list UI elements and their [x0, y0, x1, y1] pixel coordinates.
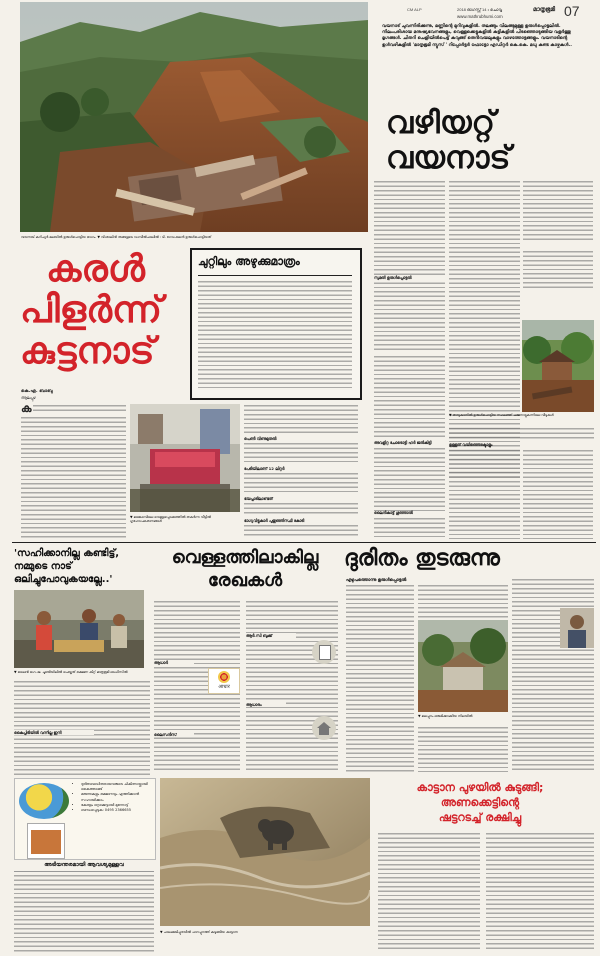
document-icon-sheet	[319, 645, 331, 660]
wayanad-body-col2b	[449, 427, 594, 441]
house-deed-icon-body	[319, 728, 329, 735]
kuttanad-headline	[20, 248, 190, 371]
kuttanad-house-photo	[130, 404, 240, 512]
box-title-rule	[198, 275, 352, 276]
issue-date: 2018 ഓഗസ്റ്റ് 14 • ചൊവ്വ	[457, 7, 502, 12]
vellathil-headline	[152, 546, 338, 592]
kuttanad-body-col3c	[244, 472, 358, 494]
kuttanad-headline-line3: കുട്ടനാട്	[20, 329, 155, 372]
wayanad-intro: വയനാട് ചുവന്നിരിക്കുന്നു, മണ്ണിന്റെ മുറിവുകളിൽ. തലങ്ങും വിലങ്ങുമുള്ള ഉരുൾപ്പൊട്ടലിൽ. നിലംപരിശായ മനുഷ്യഭവനങ്ങളും, വെള്ളക്കെട്ടുകളിൽ കുട്ടികളിൽ പിടഞ്ഞൊടുങ്ങിയ വളർത്തു മൃഗങ്ങൾ. ചിതറി ചെളിയിൽപെട്ട് കവുങ്ങ് തെൻവയലുകളും വാഴത്തോട്ടങ്ങളും. വയനാടിന്റെ ഉൾവഴികളിൽ 'മാതൃഭൂമി ന്യൂസ് ' റിപ്പോർട്ടർ ഫോട്ടോ എഡിറ്റർ കെ.കെ. മധു കണ്ട കാഴ്ചകൾ..	[382, 24, 572, 48]
wayanad-body-col1c	[374, 447, 445, 512]
kuttanad-body-col3	[244, 404, 358, 434]
vellathil-subhead3: ആർ.സി ബുക്ക്	[246, 633, 296, 638]
kattana-headline-line3: ഷട്ടറടച്ച് രക്ഷിച്ചു	[438, 811, 522, 824]
durithan-small-photo	[560, 608, 594, 648]
elephant-river-photo	[160, 778, 370, 926]
durithan-photo	[418, 620, 508, 712]
section-divider	[12, 542, 596, 543]
durithan-subhead: എഴുപത്തൊന്നു ഉരുൾപ്പൊട്ടൽ	[346, 578, 407, 583]
ad-magazine-cover	[31, 830, 61, 854]
wayanad-village-photo	[522, 320, 594, 412]
wayanad-body-col1b	[374, 355, 445, 440]
kattana-body-col1	[378, 832, 480, 952]
durithan-body-col1	[346, 584, 414, 772]
ad-logo-graphic	[19, 783, 69, 819]
house-deed-icon	[312, 716, 336, 740]
kuttanad-body-col1b	[21, 416, 126, 538]
house-interior-image	[130, 404, 240, 512]
cm-label: CM ALP	[407, 7, 422, 12]
aadhaar-logo-text: आधार	[218, 684, 230, 690]
kattana-body-col2	[486, 832, 594, 952]
wayanad-subhead1: സുമതി ഉരുൾപ്പൊട്ടൽ	[374, 275, 445, 280]
vellathil-subhead4: ആധാരം	[246, 702, 286, 707]
ad-footer-title: അടിയന്തരമായി ആവശ്യമുള്ളവ	[14, 862, 154, 872]
landslide-house-image	[418, 620, 508, 712]
sahikkanilla-headline: 'സഹിക്കാനില്ല കണ്ടിട്ട്, നമ്മുടെ നാട് ഒലിച്ചുപോവുകയല്ലേ..'	[14, 548, 120, 585]
sahikkanilla-photo-caption: ▼ ലൈൻ ഗെ.ഷ. ചൂണ്ടിയിലിൽ ചെയ്തത് ഭക്ഷണ കിറ്റ് മാതൃഭൂമി ഓഫീസിൽ	[14, 670, 128, 674]
kattana-headline-line1: കാട്ടാന പുഴയിൽ കുടുങ്ങി;	[416, 781, 544, 794]
kuttanad-headline-line1: കരൾ	[46, 247, 145, 290]
vellathil-headline-line1: വെള്ളത്തിലാകില്ല	[171, 547, 319, 568]
aadhaar-sun-icon	[218, 671, 230, 683]
kuttanad-dropcap: ക	[21, 402, 32, 415]
ad-footer-body	[14, 874, 154, 952]
kuttanad-byline	[21, 388, 121, 400]
kattana-headline-line2: അണക്കെട്ടിന്റെ	[440, 796, 520, 809]
ad-line-3: • കേരളം ഒറ്റക്കെട്ടായി മുന്നോട്ട്	[81, 803, 159, 808]
ad-line-2: • മരുന്നുകളും ഭക്ഷണവും എത്തിക്കാൻ സഹായിക്കാം	[81, 792, 159, 802]
sahikkanilla-subhead: കൈപ്പിടിയിൽ വന്നില്ല ഇനി	[14, 730, 94, 735]
kuttanad-subhead1: പെൺ വീണുമുതൽ	[244, 436, 277, 441]
kuttanad-body-col1	[33, 404, 126, 414]
kuttanad-body-col3e	[244, 524, 358, 538]
kuttanad-body-col3d	[244, 502, 358, 516]
durithan-body-col2b	[418, 726, 508, 772]
wayanad-body-col2c	[449, 449, 520, 539]
aadhaar-logo	[208, 668, 240, 694]
document-icon	[312, 640, 336, 664]
vellathil-headline-line2: രേഖകൾ	[207, 570, 283, 591]
vellathil-subhead1: ആധാർ	[154, 660, 194, 665]
website[interactable]: www.mathrubhumi.com	[457, 14, 503, 19]
kattana-headline	[380, 780, 580, 825]
sahikkanilla-body-col1	[14, 680, 150, 775]
ad-text-list	[75, 782, 159, 813]
vellathil-body-col2	[246, 600, 338, 772]
wayanad-body-col3	[523, 180, 593, 240]
wayanad-body-col1d	[374, 517, 445, 539]
masthead	[405, 3, 597, 23]
page-number: 07	[564, 3, 580, 19]
wayanad-photo2-caption: ▼ തമ്പുകാനിൽ ഉരുൾപൊട്ടിയ സ്ഥലത്ത് ചമ്മനാട്ടുകുന്നിലെ വീടുകൾ	[449, 413, 554, 417]
wayanad-headline: വഴിയറ്റ് വയനാട്	[386, 105, 511, 176]
elephant-photo-caption: ▼ ചാലക്കുടിപ്പുഴയിൽ പാറപ്പുറത്ത് കുടുങ്ങിയ കാട്ടാന	[160, 930, 238, 934]
byline-place: ആലപ്പുഴ	[21, 395, 36, 400]
brand-name: മാതൃഭൂമി	[533, 6, 556, 13]
wayanad-subhead2: അവളിറ്റ ചോടൊട്ടി ഹർ ജൽകിട്ടി	[374, 440, 432, 445]
ad-box	[14, 778, 156, 860]
landslide-image	[20, 2, 368, 232]
durithan-headline: ദുരിതം തുടരുന്നു	[344, 546, 500, 571]
kuttanad-subhead3: ഭയപ്പാടിലാണ്ടത്	[244, 496, 273, 501]
durithan-body-col2a	[418, 584, 508, 618]
kuttanad-box-title: ചുറ്റിലും അഴുക്കുമാത്രം	[198, 255, 300, 268]
wayanad-body-col1	[374, 180, 445, 350]
wayanad-subhead3: ലൈൻകാട്ട് ഗൂഞ്ഞാൽ	[374, 510, 413, 515]
ad-magazine	[27, 823, 65, 859]
village-image	[522, 320, 594, 412]
sahikkanilla-photo	[14, 590, 144, 668]
vellathil-subhead2: ലൈസൻസ്	[154, 732, 194, 737]
wayanad-body-col3c	[523, 449, 593, 539]
ad-line-4: • ബന്ധപ്പെടുക: 0495 2366655	[81, 808, 159, 813]
ad-line-1: • ദുരിതബാധിതരായവരുടെ ചികിത്സയ്ക്കായി കൈത്താങ്ങ്	[81, 782, 159, 792]
byline-name: കെ.എ. ബാബു	[21, 389, 53, 394]
kuttanad-box	[190, 248, 362, 400]
kuttanad-subhead4: ഭാഗ്യവീട്ടുകാർ പുതുഞ്ഞിസ്ഥി കോടി	[244, 518, 305, 523]
durithan-photo-caption: ▼ മലപ്പുറം ഒരുമിക്കാക്കിയ നിലയിൽ	[418, 714, 473, 718]
portrait-image	[560, 608, 594, 648]
volunteers-image	[14, 590, 144, 668]
kuttanad-body-col3b	[244, 442, 358, 464]
wayanad-body-col3b	[523, 250, 593, 290]
landslide-photo	[20, 2, 368, 232]
kuttanad-subhead2: പേടിയിലാണ് 12 ലിറ്റർ	[244, 466, 285, 471]
wayanad-subhead4: ഉള്ളത് വയിഞ്ഞെക്ടോളും	[449, 442, 493, 447]
kuttanad-headline-line2: പിളർന്ന്	[20, 288, 162, 331]
kuttanad-photo-caption: ▼ മങ്കൊമ്പിലെ വെള്ളപ്പൊക്കത്തിൽ തകർന്ന വീട്ടിൽ ഗൃഹോപകരണങ്ങൾ	[130, 515, 211, 524]
kuttanad-box-text	[198, 280, 352, 390]
landslide-photo-caption: വയനാട് കുറിച്യർ മലയിൽ ഉരുൾപൊട്ടിയ ഭാഗം. ▼ വിശാലിൻ തങ്ങളുടെ ഡമ്പീൽചാലിൽ : ടി. ഗോപാലൻ ഉരുൾപൊട്ടിയത്	[21, 235, 212, 239]
elephant-river-image	[160, 778, 370, 926]
